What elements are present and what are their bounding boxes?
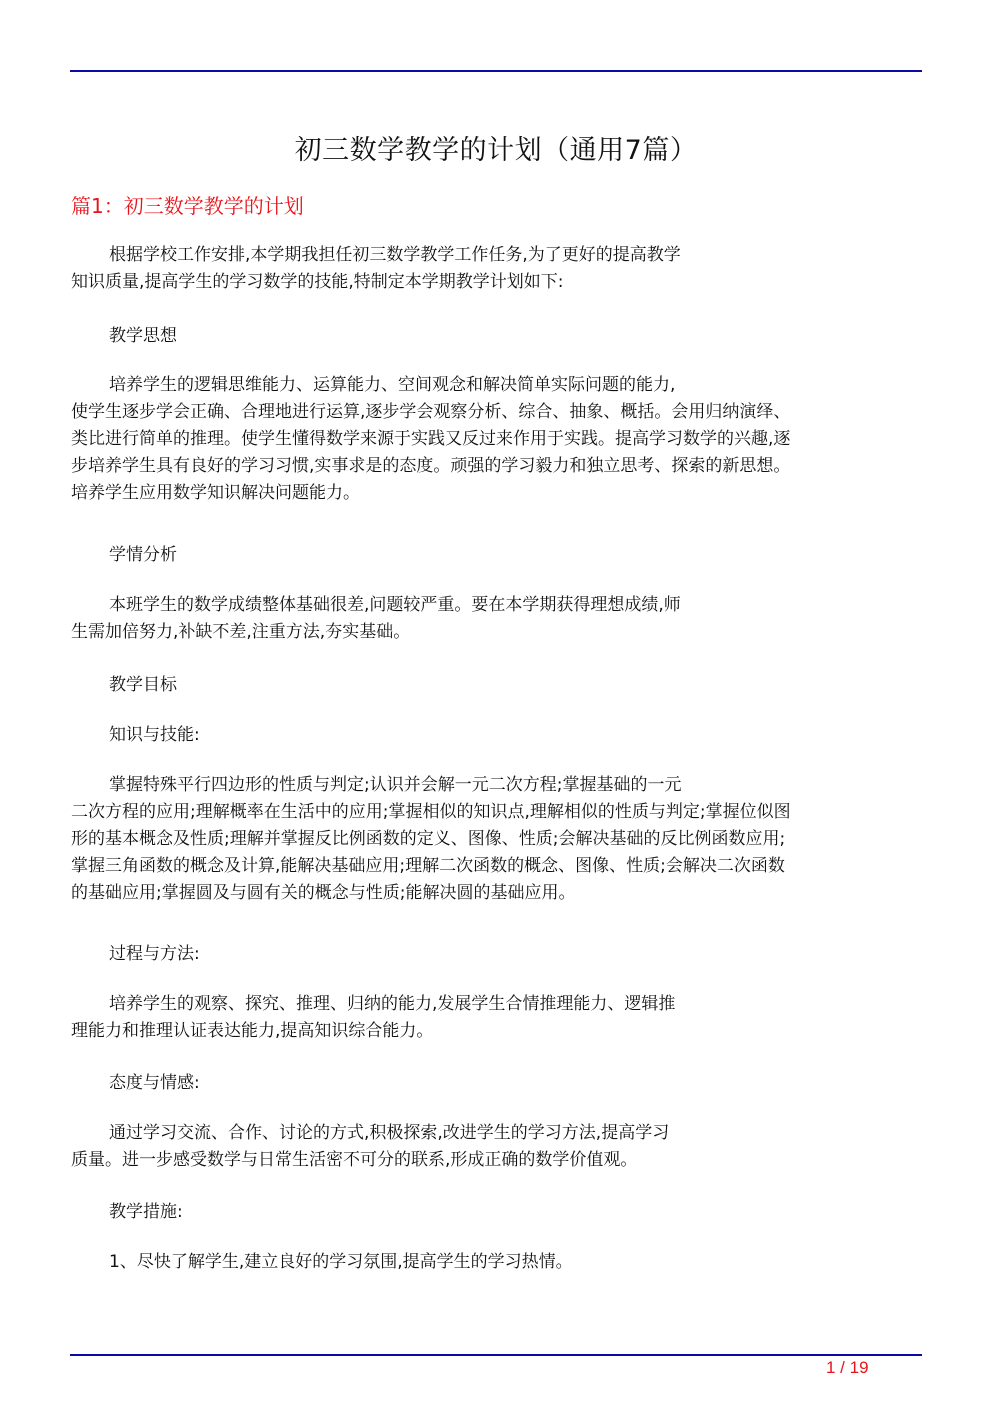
- paragraph-analysis: [71, 592, 921, 646]
- text-line: 二次方程的应用;理解概率在生活中的应用;掌握相似的知识点,理解相似的性质与判定;掌握位似图: [71, 802, 791, 822]
- text-line: 形的基本概念及性质;理解并掌握反比例函数的定义、图像、性质;会解决基础的反比例函数应用;: [71, 829, 786, 849]
- text-line: 掌握三角函数的概念及计算,能解决基础应用;理解二次函数的概念、图像、性质;会解决二次函数: [71, 856, 785, 876]
- label-text: 1、尽快了解学生,建立良好的学习氛围,提高学生的学习热情。: [109, 1252, 573, 1272]
- paragraph-philosophy: [71, 372, 921, 507]
- text-line: 步培养学生具有良好的学习习惯,实事求是的态度。顽强的学习毅力和独立思考、探索的新思想。: [71, 456, 791, 476]
- label-student-analysis: [71, 542, 921, 569]
- text-line: 理能力和推理认证表达能力,提高知识综合能力。: [71, 1021, 434, 1041]
- label-teaching-philosophy: [71, 323, 921, 350]
- page-indicator: 1 / 19: [826, 1358, 869, 1377]
- label-text: 教学目标: [109, 675, 177, 695]
- label-attitude-emotion: [71, 1070, 921, 1097]
- section-heading: 篇1：初三数学教学的计划: [71, 194, 304, 218]
- label-text: 过程与方法:: [109, 944, 200, 964]
- text-line: 知识质量,提高学生的学习数学的技能,特制定本学期教学计划如下:: [71, 272, 564, 292]
- label-teaching-measures: [71, 1199, 921, 1226]
- text-line: 使学生逐步学会正确、合理地进行运算,逐步学会观察分析、综合、抽象、概括。会用归纳演绎、: [71, 402, 791, 422]
- label-text: 学情分析: [109, 545, 177, 565]
- text-line: 培养学生的观察、探究、推理、归纳的能力,发展学生合情推理能力、逻辑推: [109, 994, 676, 1014]
- label-knowledge-skills: [71, 722, 921, 749]
- text-line: 本班学生的数学成绩整体基础很差,问题较严重。要在本学期获得理想成绩,师: [109, 595, 681, 615]
- paragraph-knowledge: [71, 772, 921, 907]
- label-teaching-goals: [71, 672, 921, 699]
- footer-rule: [70, 1354, 922, 1356]
- text-line: 根据学校工作安排,本学期我担任初三数学教学工作任务,为了更好的提高教学: [109, 245, 681, 265]
- label-text: 态度与情感:: [109, 1073, 200, 1093]
- label-text: 教学思想: [109, 326, 177, 346]
- text-line: 培养学生的逻辑思维能力、运算能力、空间观念和解决简单实际问题的能力,: [109, 375, 676, 395]
- paragraph-attitude: [71, 1120, 921, 1174]
- paragraph-intro: [71, 242, 921, 296]
- text-line: 的基础应用;掌握圆及与圆有关的概念与性质;能解决圆的基础应用。: [71, 883, 576, 903]
- text-line: 质量。进一步感受数学与日常生活密不可分的联系,形成正确的数学价值观。: [71, 1150, 638, 1170]
- label-text: 教学措施:: [109, 1202, 183, 1222]
- text-line: 掌握特殊平行四边形的性质与判定;认识并会解一元二次方程;掌握基础的一元: [109, 775, 682, 795]
- document-title: 初三数学教学的计划（通用7篇）: [294, 135, 698, 166]
- label-process-method: [71, 941, 921, 968]
- text-line: 通过学习交流、合作、讨论的方式,积极探索,改进学生的学习方法,提高学习: [109, 1123, 670, 1143]
- measure-item-1: [71, 1249, 921, 1276]
- text-line: 培养学生应用数学知识解决问题能力。: [71, 483, 360, 503]
- header-rule: [70, 70, 922, 72]
- text-line: 类比进行简单的推理。使学生懂得数学来源于实践又反过来作用于实践。提高学习数学的兴趣,逐: [71, 429, 791, 449]
- text-line: 生需加倍努力,补缺不差,注重方法,夯实基础。: [71, 622, 411, 642]
- paragraph-process: [71, 991, 921, 1045]
- label-text: 知识与技能:: [109, 725, 200, 745]
